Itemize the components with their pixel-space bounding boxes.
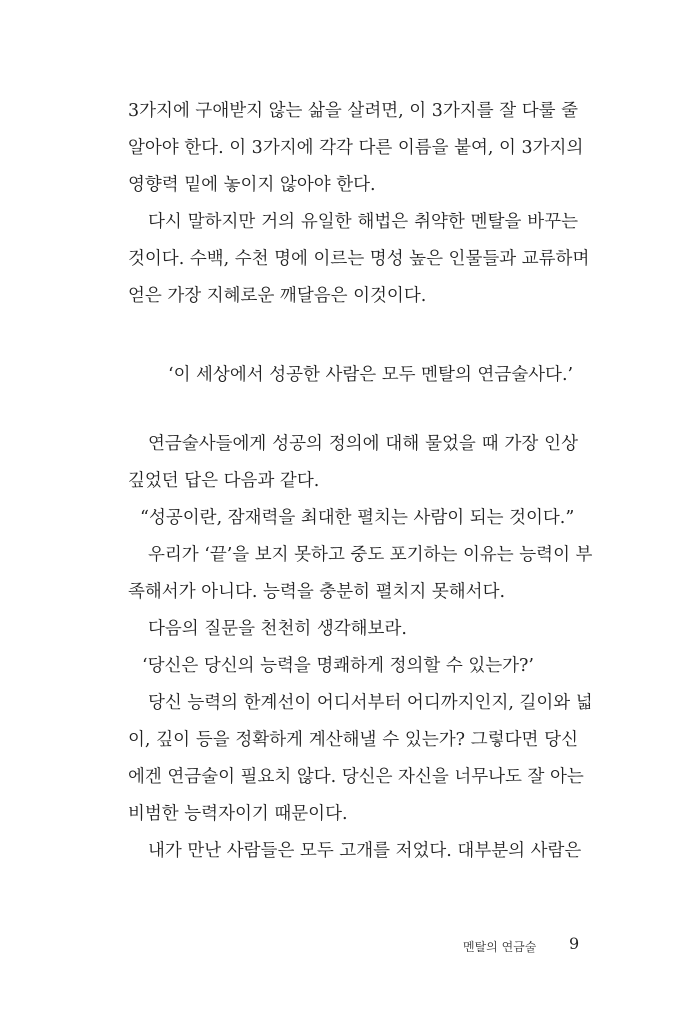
text-line: 다음의 질문을 천천히 생각해보라. (148, 619, 407, 639)
running-footer-title: 멘탈의 연금술 (463, 940, 537, 954)
text-line: 당신 능력의 한계선이 어디서부터 어디까지인지, 길이와 넓 (148, 693, 593, 713)
page-number: 9 (569, 934, 580, 953)
text-line: 3가지에 구애받지 않는 삶을 살려면, 이 3가지를 잘 다룰 줄 (128, 101, 578, 121)
text-line: 영향력 밑에 놓이지 않아야 한다. (128, 175, 376, 195)
text-line: 다시 말하지만 거의 유일한 해법은 취약한 멘탈을 바꾸는 (148, 212, 578, 232)
text-line: 내가 만난 사람들은 모두 고개를 저었다. 대부분의 사람은 (148, 841, 582, 861)
text-line: 것이다. 수백, 수천 명에 이르는 명성 높은 인물들과 교류하며 (128, 249, 590, 269)
text-line: 족해서가 아니다. 능력을 충분히 펼치지 못해서다. (128, 582, 506, 602)
text-line: 비범한 능력자이기 때문이다. (128, 804, 348, 824)
text-line: 알아야 한다. 이 3가지에 각각 다른 이름을 붙여, 이 3가지의 (128, 138, 584, 158)
text-line: 연금술사들에게 성공의 정의에 대해 물었을 때 가장 인상 (148, 434, 578, 454)
text-line: 얻은 가장 지혜로운 깨달음은 이것이다. (128, 286, 427, 306)
text-line: 에겐 연금술이 필요치 않다. 당신은 자신을 너무나도 잘 아는 (128, 767, 584, 787)
text-line: 이, 깊이 등을 정확하게 계산해낼 수 있는가? 그렇다면 당신 (128, 730, 578, 750)
quote-line: ‘당신은 당신의 능력을 명쾌하게 정의할 수 있는가?’ (142, 656, 534, 676)
centered-quote: ‘이 세상에서 성공한 사람은 모두 멘탈의 연금술사다.’ (168, 365, 574, 385)
text-line: 우리가 ‘끝’을 보지 못하고 중도 포기하는 이유는 능력이 부 (148, 545, 593, 565)
text-line: 깊었던 답은 다음과 같다. (128, 471, 320, 491)
quote-line: “성공이란, 잠재력을 최대한 펼치는 사람이 되는 것이다.” (140, 508, 575, 528)
